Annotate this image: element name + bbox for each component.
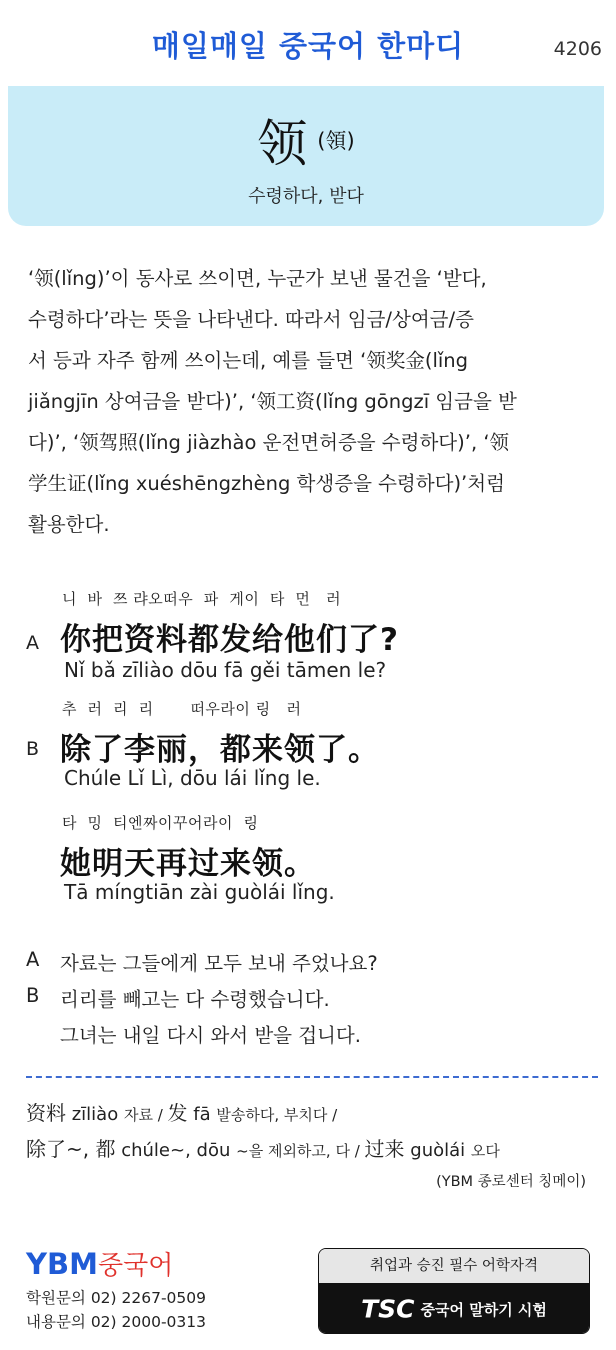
tsc-ad-banner (318, 1248, 590, 1334)
korean-pronunciation: 니 바 쯔 랴오떠우 파 게이 타 먼 러 (62, 590, 342, 608)
explanation-line: 다)’, ‘领驾照(lǐng jiàzhào 운전면허증을 수령하다)’, ‘领 (28, 431, 510, 454)
speaker-label: B (26, 738, 40, 760)
vocab-meaning: 자료 / (123, 1106, 168, 1124)
tsc-name: 중국어 말하기 시험 (420, 1300, 547, 1319)
vocab-line (26, 1133, 500, 1162)
translation-line (0, 984, 616, 1018)
speaker-label: A (26, 632, 39, 654)
dashed-divider (26, 1076, 598, 1078)
translation-text: 그녀는 내일 다시 와서 받을 겁니다. (60, 1024, 361, 1047)
chinese-sentence: 你把资料都发给他们了? (60, 622, 399, 658)
tsc-logo: TSC (361, 1294, 415, 1324)
translation-text: 자료는 그들에게 모두 보내 주었나요? (60, 952, 378, 975)
translation-text: 리리를 빼고는 다 수령했습니다. (60, 988, 330, 1011)
vocab-word: 除了~, 都 (26, 1137, 116, 1161)
vocab-meaning: 발송하다, 부치다 / (216, 1106, 338, 1124)
chinese-sentence: 除了李丽，都来领了。 (60, 732, 380, 768)
vocab-pinyin: guòlái (410, 1140, 466, 1161)
ybm-logo (26, 1245, 206, 1282)
ad-tagline: 취업과 승진 필수 어학자격 (319, 1249, 589, 1283)
vocab-word: 发 (167, 1101, 188, 1125)
chinese-sentence: 她明天再过来领。 (60, 846, 316, 882)
vocab-line (26, 1097, 337, 1126)
ad-bottom (319, 1283, 589, 1334)
speaker-label: A (26, 948, 40, 971)
translation-line (0, 1020, 616, 1054)
word-hanzi: 领 (257, 115, 308, 173)
pinyin: Tā míngtiān zài guòlái lǐng. (64, 880, 335, 904)
contact-content: 내용문의 02) 2000-0313 (26, 1313, 207, 1331)
vocab-word: 资料 (26, 1101, 66, 1125)
contact-academy: 학원문의 02) 2267-0509 (26, 1289, 207, 1307)
explanation-line: 서 등과 자주 함께 쓰이는데, 예를 들면 ‘领奖金(lǐng (28, 349, 469, 372)
vocab-pinyin: chúle~, dōu (121, 1140, 231, 1161)
issue-number: 4206 (553, 38, 602, 60)
explanation-paragraph (28, 258, 598, 545)
footer-contact (26, 1245, 206, 1334)
vocab-pinyin: fā (193, 1104, 211, 1125)
explanation-line: jiǎngjīn 상여금을 받다)’, ‘领工资(lǐng gōngzī 임금을 받 (28, 390, 517, 413)
vocab-pinyin: zīliào (71, 1104, 119, 1125)
explanation-line: 활용한다. (28, 513, 110, 536)
explanation-line: 学生证(lǐng xuéshēngzhèng 학생증을 수령하다)’처럼 (28, 472, 505, 495)
speaker-label: B (26, 984, 40, 1007)
translation-line (0, 948, 616, 982)
explanation-line: ‘领(lǐng)’이 동사로 쓰이면, 누군가 보낸 물건을 ‘받다, (28, 267, 487, 290)
header (0, 0, 616, 86)
korean-pronunciation: 추 러 리 리 떠우라이 링 러 (62, 700, 302, 718)
word-meaning: 수령하다, 받다 (248, 186, 364, 207)
pinyin: Nǐ bǎ zīliào dōu fā gěi tāmen le? (64, 658, 387, 682)
vocab-meaning: 오다 (470, 1142, 500, 1160)
page-title: 매일매일 중국어 한마디 (151, 29, 465, 63)
korean-pronunciation: 타 밍 티엔짜이꾸어라이 링 (62, 814, 259, 832)
pinyin: Chúle Lǐ Lì, dōu lái lǐng le. (64, 766, 321, 790)
vocab-word: 过来 (364, 1137, 405, 1161)
explanation-line: 수령하다’라는 뜻을 나타낸다. 따라서 임금/상여금/증 (28, 308, 474, 331)
vocab-meaning: ~을 제외하고, 다 / (236, 1142, 365, 1160)
brand-en: YBM (26, 1247, 98, 1281)
word-box (8, 86, 604, 226)
author-credit: (YBM 종로센터 칭메이) (436, 1174, 586, 1190)
word-heading (8, 104, 604, 176)
brand-ko: 중국어 (97, 1251, 174, 1281)
word-traditional: (領) (317, 129, 355, 153)
